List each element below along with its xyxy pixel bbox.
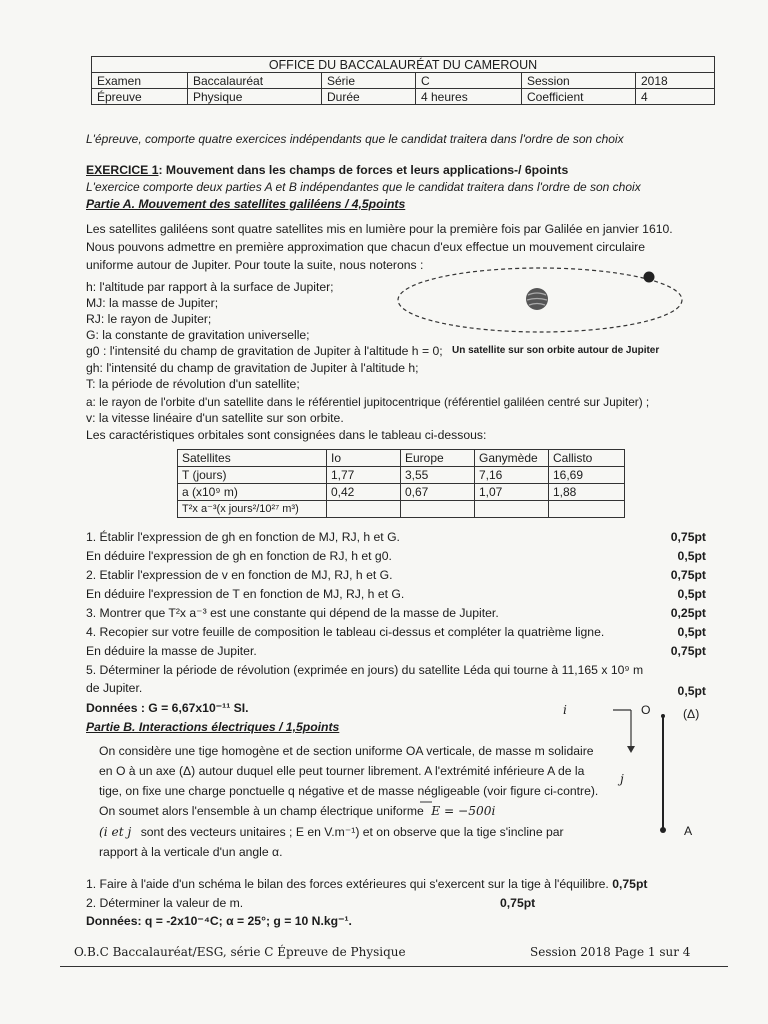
footer-right: Session 2018 Page 1 sur 4 [530, 945, 691, 959]
header-table [91, 56, 715, 105]
question-text: 4. Recopier sur votre feuille de composition le tableau ci-dessus et compléter la quatrième ligne. [86, 625, 605, 639]
office-title: OFFICE DU BACCALAURÉAT DU CAMEROUN [92, 57, 715, 73]
pivot-point-icon [661, 714, 665, 718]
orbital-table [177, 449, 625, 518]
question-points: 0,5pt [677, 684, 706, 698]
field-expression: E = −500i [431, 804, 496, 818]
satellite-icon [644, 272, 655, 283]
header-row-2: Épreuve Physique Durée 4 heures Coefficient 4 [92, 89, 715, 105]
part-a-line: T: la période de révolution d'un satellite; [86, 377, 300, 391]
part-a-line: uniforme autour de Jupiter. Pour toute la suite, nous noterons : [86, 258, 424, 272]
question-points: 0,75pt [500, 896, 536, 910]
figure-caption: Un satellite sur son orbite autour de Jupiter [452, 345, 660, 356]
question-points: 0,5pt [677, 587, 706, 601]
part-b-line: On considère une tige homogène et de section uniforme OA verticale, de masse m solidaire [99, 744, 594, 758]
part-a-line: h: l'altitude par rapport à la surface de Jupiter; [86, 280, 334, 294]
question-text: 5. Déterminer la période de révolution (exprimée en jours) du satellite Léda qui tourne à 11,165 x 10⁹ m [86, 663, 644, 677]
table-row: Satellites Io Europe Ganymède Callisto [178, 450, 625, 467]
footer-rule [60, 966, 728, 967]
question-text: 3. Montrer que T²x a⁻³ est une constante qui dépend de la masse de Jupiter. [86, 606, 499, 620]
part-a-line: Nous pouvons admettre en première approximation que chacun d'eux effectue un mouvement circulaire [86, 240, 645, 254]
table-row: T (jours) 1,77 3,55 7,16 16,69 [178, 467, 625, 484]
question-points: 0,25pt [670, 606, 706, 620]
question-text: En déduire l'expression de T en fonction de MJ, RJ, h et G. [86, 587, 405, 601]
exercise-1-title: EXERCICE 1: Mouvement dans les champs de forces et leurs applications-/ 6points [86, 163, 569, 177]
label-i: i [563, 703, 567, 717]
question-text: En déduire la masse de Jupiter. [86, 644, 257, 658]
label-axis: (Δ) [683, 707, 700, 721]
part-b-line: en O à un axe (Δ) autour duquel elle peut tourner librement. A l'extrémité inférieure A de la [99, 764, 585, 778]
part-a-line: Les caractéristiques orbitales sont consignées dans le tableau ci-dessous: [86, 428, 487, 442]
part-a-line: v: la vitesse linéaire d'un satellite sur son orbite. [86, 411, 344, 425]
label-a: A [684, 824, 693, 838]
question-text: En déduire l'expression de gh en fonction de RJ, h et g0. [86, 549, 392, 563]
question-points: 0,75pt [670, 530, 706, 544]
footer-left: O.B.C Baccalauréat/ESG, série C Épreuve de Physique [74, 945, 406, 959]
table-row: a (x10⁹ m) 0,42 0,67 1,07 1,88 [178, 484, 625, 501]
part-b-line-vectors: (i et j sont des vecteurs unitaires ; E en V.m⁻¹) et on observe que la tige s'incline par [99, 825, 564, 839]
part-a-line: g0 : l'intensité du champ de gravitation de Jupiter à l'altitude h = 0; [86, 344, 443, 358]
header-row-1: Examen Baccalauréat Série C Session 2018 [92, 73, 715, 89]
part-b-line: tige, on fixe une charge ponctuelle q négative et de masse négligeable (voir figure ci-contre). [99, 784, 599, 798]
part-a-line: gh: l'intensité du champ de gravitation de Jupiter à l'altitude h; [86, 361, 419, 375]
question-text: 1. Faire à l'aide d'un schéma le bilan des forces extérieures qui s'exercent sur la tige à l'équilibre. 0,75pt [86, 877, 648, 891]
part-a-line: a: le rayon de l'orbite d'un satellite dans le référentiel jupitocentrique (référentiel galiléen centré sur Jupiter) ; [86, 395, 650, 409]
orbit-figure [395, 262, 695, 342]
table-row: T²x a⁻³(x jours²/10²⁷ m³) [178, 501, 625, 518]
part-b-title: Partie B. Interactions électriques / 1,5points [86, 720, 340, 734]
question-text: 2. Etablir l'expression de v en fonction de MJ, RJ, h et G. [86, 568, 393, 582]
question-text: 1. Établir l'expression de gh en fonction de MJ, RJ, h et G. [86, 530, 400, 544]
unit-vectors: (i et j [99, 825, 132, 839]
question-points: 0,5pt [677, 549, 706, 563]
donnees-a: Données : G = 6,67x10⁻¹¹ SI. [86, 701, 249, 715]
question-points: 0,75pt [670, 644, 706, 658]
part-b-line: rapport à la verticale d'un angle α. [99, 845, 283, 859]
part-a-title: Partie A. Mouvement des satellites galiléens / 4,5points [86, 197, 406, 211]
part-a-line: Les satellites galiléens sont quatre satellites mis en lumière pour la première fois par Galilée en janvier 1610. [86, 222, 673, 236]
charge-point-icon [660, 827, 666, 833]
question-text: 2. Déterminer la valeur de m. [86, 896, 244, 910]
part-b-line-field: On soumet alors l'ensemble à un champ électrique uniforme E = −500i [99, 804, 496, 818]
intro-text: L'épreuve, comporte quatre exercices indépendants que le candidat traitera dans l'ordre de son choix [86, 132, 624, 146]
session-year: 2018 [636, 73, 715, 89]
label-j: j [620, 772, 624, 786]
part-a-line: RJ: le rayon de Jupiter; [86, 312, 212, 326]
label-o: O [641, 703, 651, 717]
rod-figure [555, 700, 725, 860]
part-a-line: G: la constante de gravitation universelle; [86, 328, 310, 342]
vector-arrow-icon [419, 799, 433, 805]
part-a-line: MJ: la masse de Jupiter; [86, 296, 219, 310]
j-arrow-icon [627, 746, 635, 753]
question-text: de Jupiter. [86, 681, 143, 695]
donnees-b: Données: q = -2x10⁻⁴C; α = 25°; g = 10 N.kg⁻¹. [86, 914, 352, 928]
question-points: 0,75pt [670, 568, 706, 582]
exercise-1-subtitle: L'exercice comporte deux parties A et B indépendantes que le candidat traitera dans l'ordre de son choix [86, 180, 641, 194]
question-points: 0,5pt [677, 625, 706, 639]
